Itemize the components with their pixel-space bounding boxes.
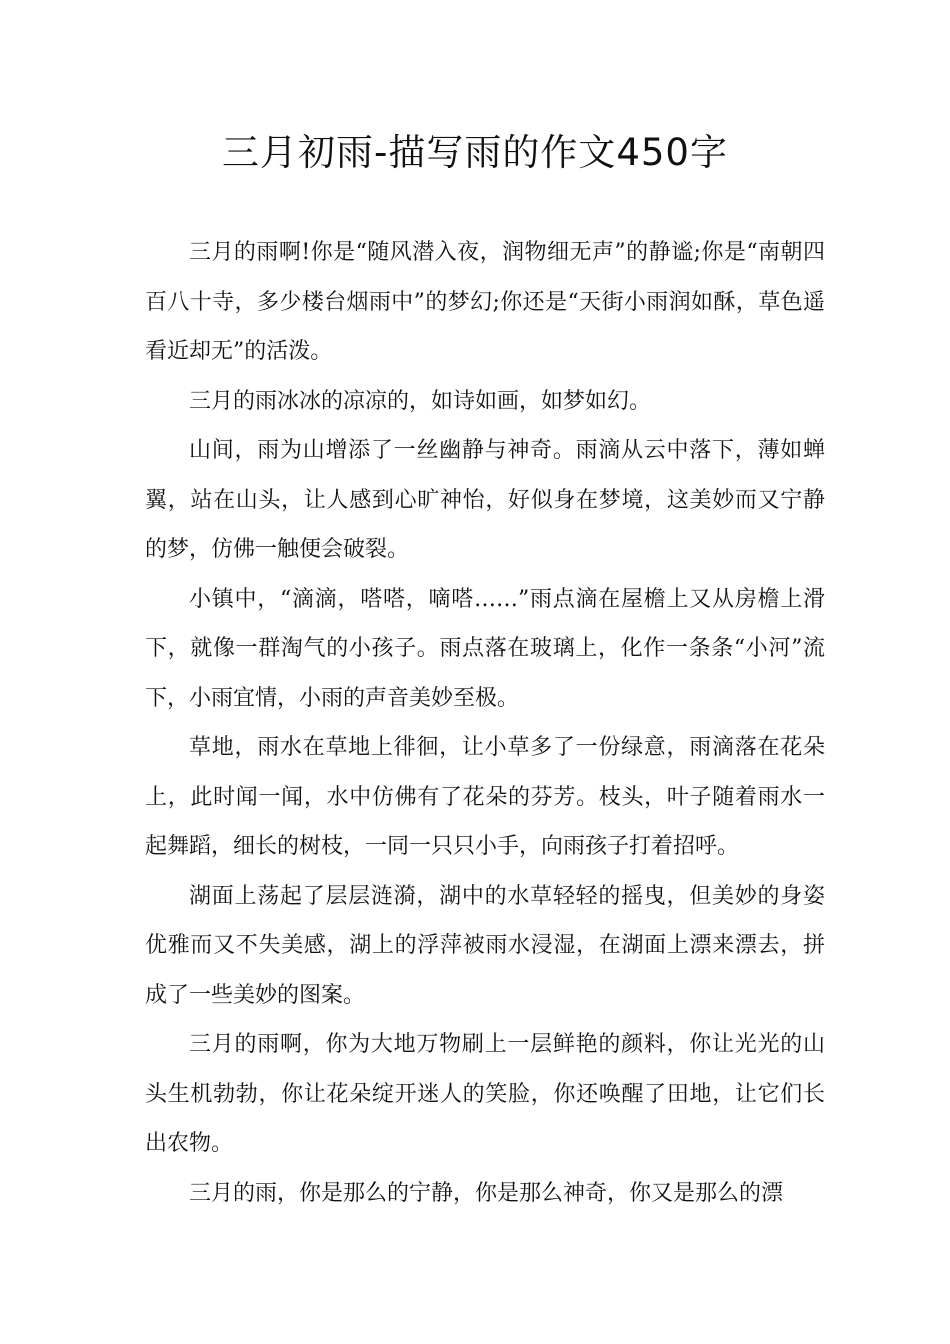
paragraph-4: 小镇中，“滴滴，嗒嗒，嘀嗒……”雨点滴在屋檐上又从房檐上滑下，就像一群淘气的小孩子。雨点落在玻璃上，化作一条条“小河”流下，小雨宜情，小雨的声音美妙至极。 [145,586,825,711]
paragraph-7: 三月的雨啊，你为大地万物刷上一层鲜艳的颜料，你让光光的山头生机勃勃，你让花朵绽开迷人的笑脸，你还唤醒了田地，让它们长出农物。 [145,1032,825,1156]
document-title: 三月初雨-描写雨的作文450字 [222,131,728,174]
paragraph-3: 山间，雨为山增添了一丝幽静与神奇。雨滴从云中落下，薄如蝉翼，站在山头，让人感到心旷神怡，好似身在梦境，这美妙而又宁静的梦，仿佛一触便会破裂。 [145,438,825,562]
paragraph-2: 三月的雨冰冰的凉凉的，如诗如画，如梦如幻。 [189,388,652,414]
paragraph-1: 三月的雨啊!你是“随风潜入夜，润物细无声”的静谧;你是“南朝四百八十寺，多少楼台烟雨中”的梦幻;你还是“天街小雨润如酥，草色遥看近却无”的活泼。 [145,240,825,364]
paragraph-8: 三月的雨，你是那么的宁静，你是那么神奇，你又是那么的漂 [189,1180,784,1206]
document-body [145,228,825,1218]
paragraph-6: 湖面上荡起了层层涟漪，湖中的水草轻轻的摇曳，但美妙的身姿优雅而又不失美感，湖上的浮萍被雨水浸湿，在湖面上漂来漂去，拼成了一些美妙的图案。 [145,883,825,1008]
paragraph-5: 草地，雨水在草地上徘徊，让小草多了一份绿意，雨滴落在花朵上，此时闻一闻，水中仿佛有了花朵的芬芳。枝头，叶子随着雨水一起舞蹈，细长的树枝，一同一只只小手，向雨孩子打着招呼。 [145,735,825,859]
